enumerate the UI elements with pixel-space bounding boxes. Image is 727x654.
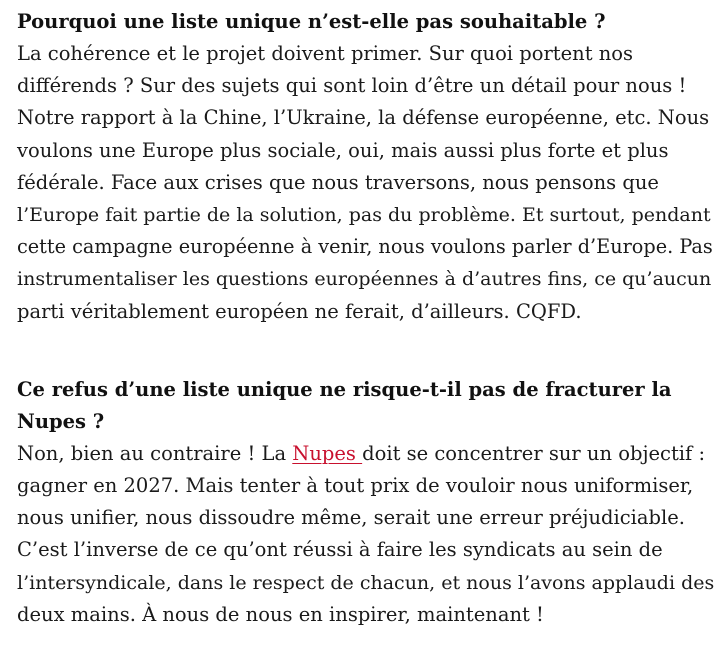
question-heading-2 bbox=[17, 374, 717, 438]
answer-line: nous unifier, nous dissoudre même, serait une erreur préjudiciable. bbox=[17, 506, 685, 530]
article-body bbox=[17, 6, 717, 631]
answer-paragraph-1 bbox=[17, 38, 717, 328]
answer-line: La cohérence et le projet doivent primer. Sur quoi portent nos bbox=[17, 42, 634, 65]
section-spacer bbox=[17, 328, 717, 374]
answer-line bbox=[17, 438, 717, 470]
question-line: Ce refus d’une liste unique ne risque-t-il pas de fracturer la bbox=[17, 377, 672, 401]
answer-line: l’Europe fait partie de la solution, pas du problème. Et surtout, pendant bbox=[17, 204, 711, 227]
answer-line: instrumentaliser les questions européennes à d’autres fins, ce qu’aucun bbox=[17, 268, 712, 291]
nupes-link[interactable]: Nupes bbox=[292, 441, 363, 465]
answer-line: différends ? Sur des sujets qui sont loin d’être un détail pour nous ! bbox=[17, 74, 687, 98]
answer-line: voulons une Europe plus sociale, oui, mais aussi plus forte et plus bbox=[17, 138, 669, 162]
answer-line: deux mains. À nous de nous en inspirer, maintenant ! bbox=[17, 602, 544, 626]
answer-line: Notre rapport à la Chine, l’Ukraine, la défense européenne, etc. Nous bbox=[17, 106, 710, 130]
question-heading-1 bbox=[17, 6, 717, 38]
answer-line: C’est l’inverse de ce qu’ont réussi à faire les syndicats au sein de bbox=[17, 538, 663, 562]
answer-line: fédérale. Face aux crises que nous traversons, nous pensons que bbox=[17, 170, 659, 194]
answer-line: l’intersyndicale, dans le respect de chacun, et nous l’avons applaudi des bbox=[17, 571, 715, 594]
answer-line: cette campagne européenne à venir, nous voulons parler d’Europe. Pas bbox=[17, 235, 713, 259]
answer-text: doit se concentrer sur un objectif : bbox=[362, 441, 706, 465]
answer-line: gagner en 2027. Mais tenter à tout prix de vouloir nous uniformiser, bbox=[17, 474, 694, 498]
answer-text: Non, bien au contraire ! La bbox=[17, 441, 293, 465]
answer-line: parti véritablement européen ne ferait, d’ailleurs. CQFD. bbox=[17, 299, 582, 323]
answer-paragraph-2 bbox=[17, 438, 717, 631]
question-line: Pourquoi une liste unique n’est-elle pas souhaitable ? bbox=[17, 10, 606, 33]
question-line: Nupes ? bbox=[17, 409, 105, 433]
